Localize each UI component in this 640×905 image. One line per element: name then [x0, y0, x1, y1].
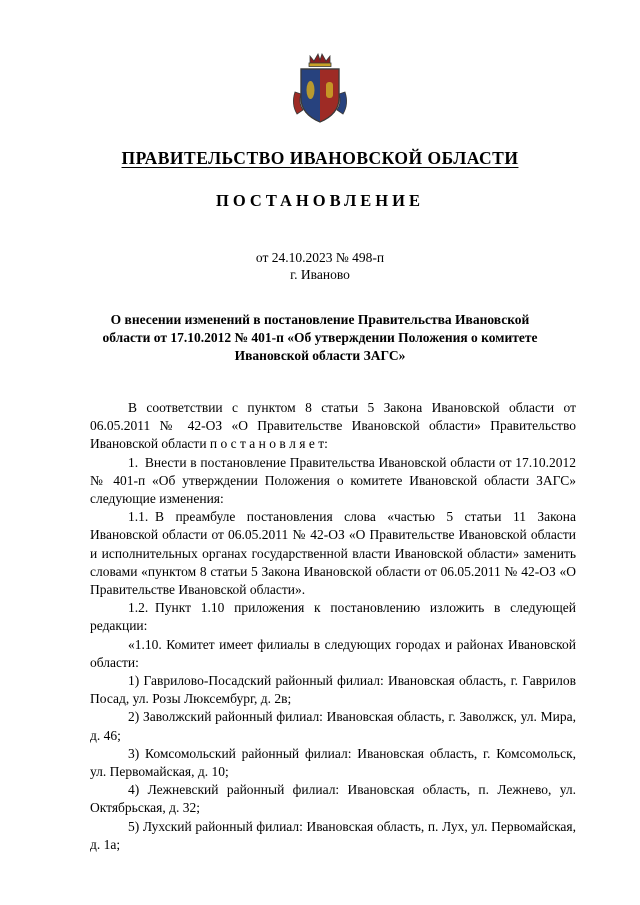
list-item-branch: 5) Лухский районный филиал: Ивановская область, п. Лух, ул. Первомайская, д. 1а; [90, 818, 576, 852]
list-item-branch: 2) Заволжский районный филиал: Ивановская область, г. Заволжск, ул. Мира, д. 46; [90, 709, 576, 743]
list-item-branch: 3) Комсомольский районный филиал: Ивановская область, г. Комсомольск, ул. Первомайская, д. 10; [90, 745, 576, 780]
paragraph: 1. Внести в постановление Правительства Ивановской области от 17.10.2012 № 401-п «Об утверждении Положения о комитете Ивановской области ЗАГС» следующие изменения: [90, 454, 576, 507]
paragraph: «1.10. Комитет имеет филиалы в следующих городах и районах Ивановской области: [90, 636, 576, 670]
doc-title: О внесении изменений в постановление Правительства Ивановской области от 17.10.2012 № 401-п «Об утверждении Положения о комитете Ивановской области ЗАГС» [102, 312, 538, 363]
doc-body [0, 399, 640, 854]
list-item-branch: 1) Гаврилово-Посадский районный филиал: Ивановская область, г. Гаврилов Посад, ул. Розы Люксембург, д. 2в; [90, 673, 576, 707]
date-city-block [0, 249, 640, 283]
paragraph: 1.2. Пункт 1.10 приложения к постановлению изложить в следующей редакции: [90, 600, 576, 634]
list-item-branch: 4) Лежневский районный филиал: Ивановская область, п. Лежнево, ул. Октябрьская, д. 32; [90, 782, 576, 816]
paragraph: 1.1. В преамбуле постановления слова «частью 5 статьи 11 Закона Ивановской области от 06.05.2011 № 42-ОЗ «О Правительстве Ивановской области и исполнительных органах государственной власти Ивановской области» заменить словами «пунктом 8 статьи 5 Закона Ивановской области от 06.05.2011 № 42-ОЗ «О Правительстве Ивановской области». [90, 509, 576, 598]
emblem-container [0, 0, 640, 130]
org-name: ПРАВИТЕЛЬСТВО ИВАНОВСКОЙ ОБЛАСТИ [121, 148, 519, 168]
ivanovo-oblast-coat-of-arms-icon [289, 52, 351, 130]
paragraph: В соответствии с пунктом 8 статьи 5 Закона Ивановской области от 06.05.2011 № 42-ОЗ «О Правительстве Ивановской области» Правительство Ивановской области п о с т а н о в л я е т: [90, 400, 576, 452]
doc-date-number: от 24.10.2023 № 498-п [255, 250, 385, 265]
doc-city: г. Иваново [290, 267, 350, 282]
doc-type-title: ПОСТАНОВЛЕНИЕ [216, 191, 424, 210]
